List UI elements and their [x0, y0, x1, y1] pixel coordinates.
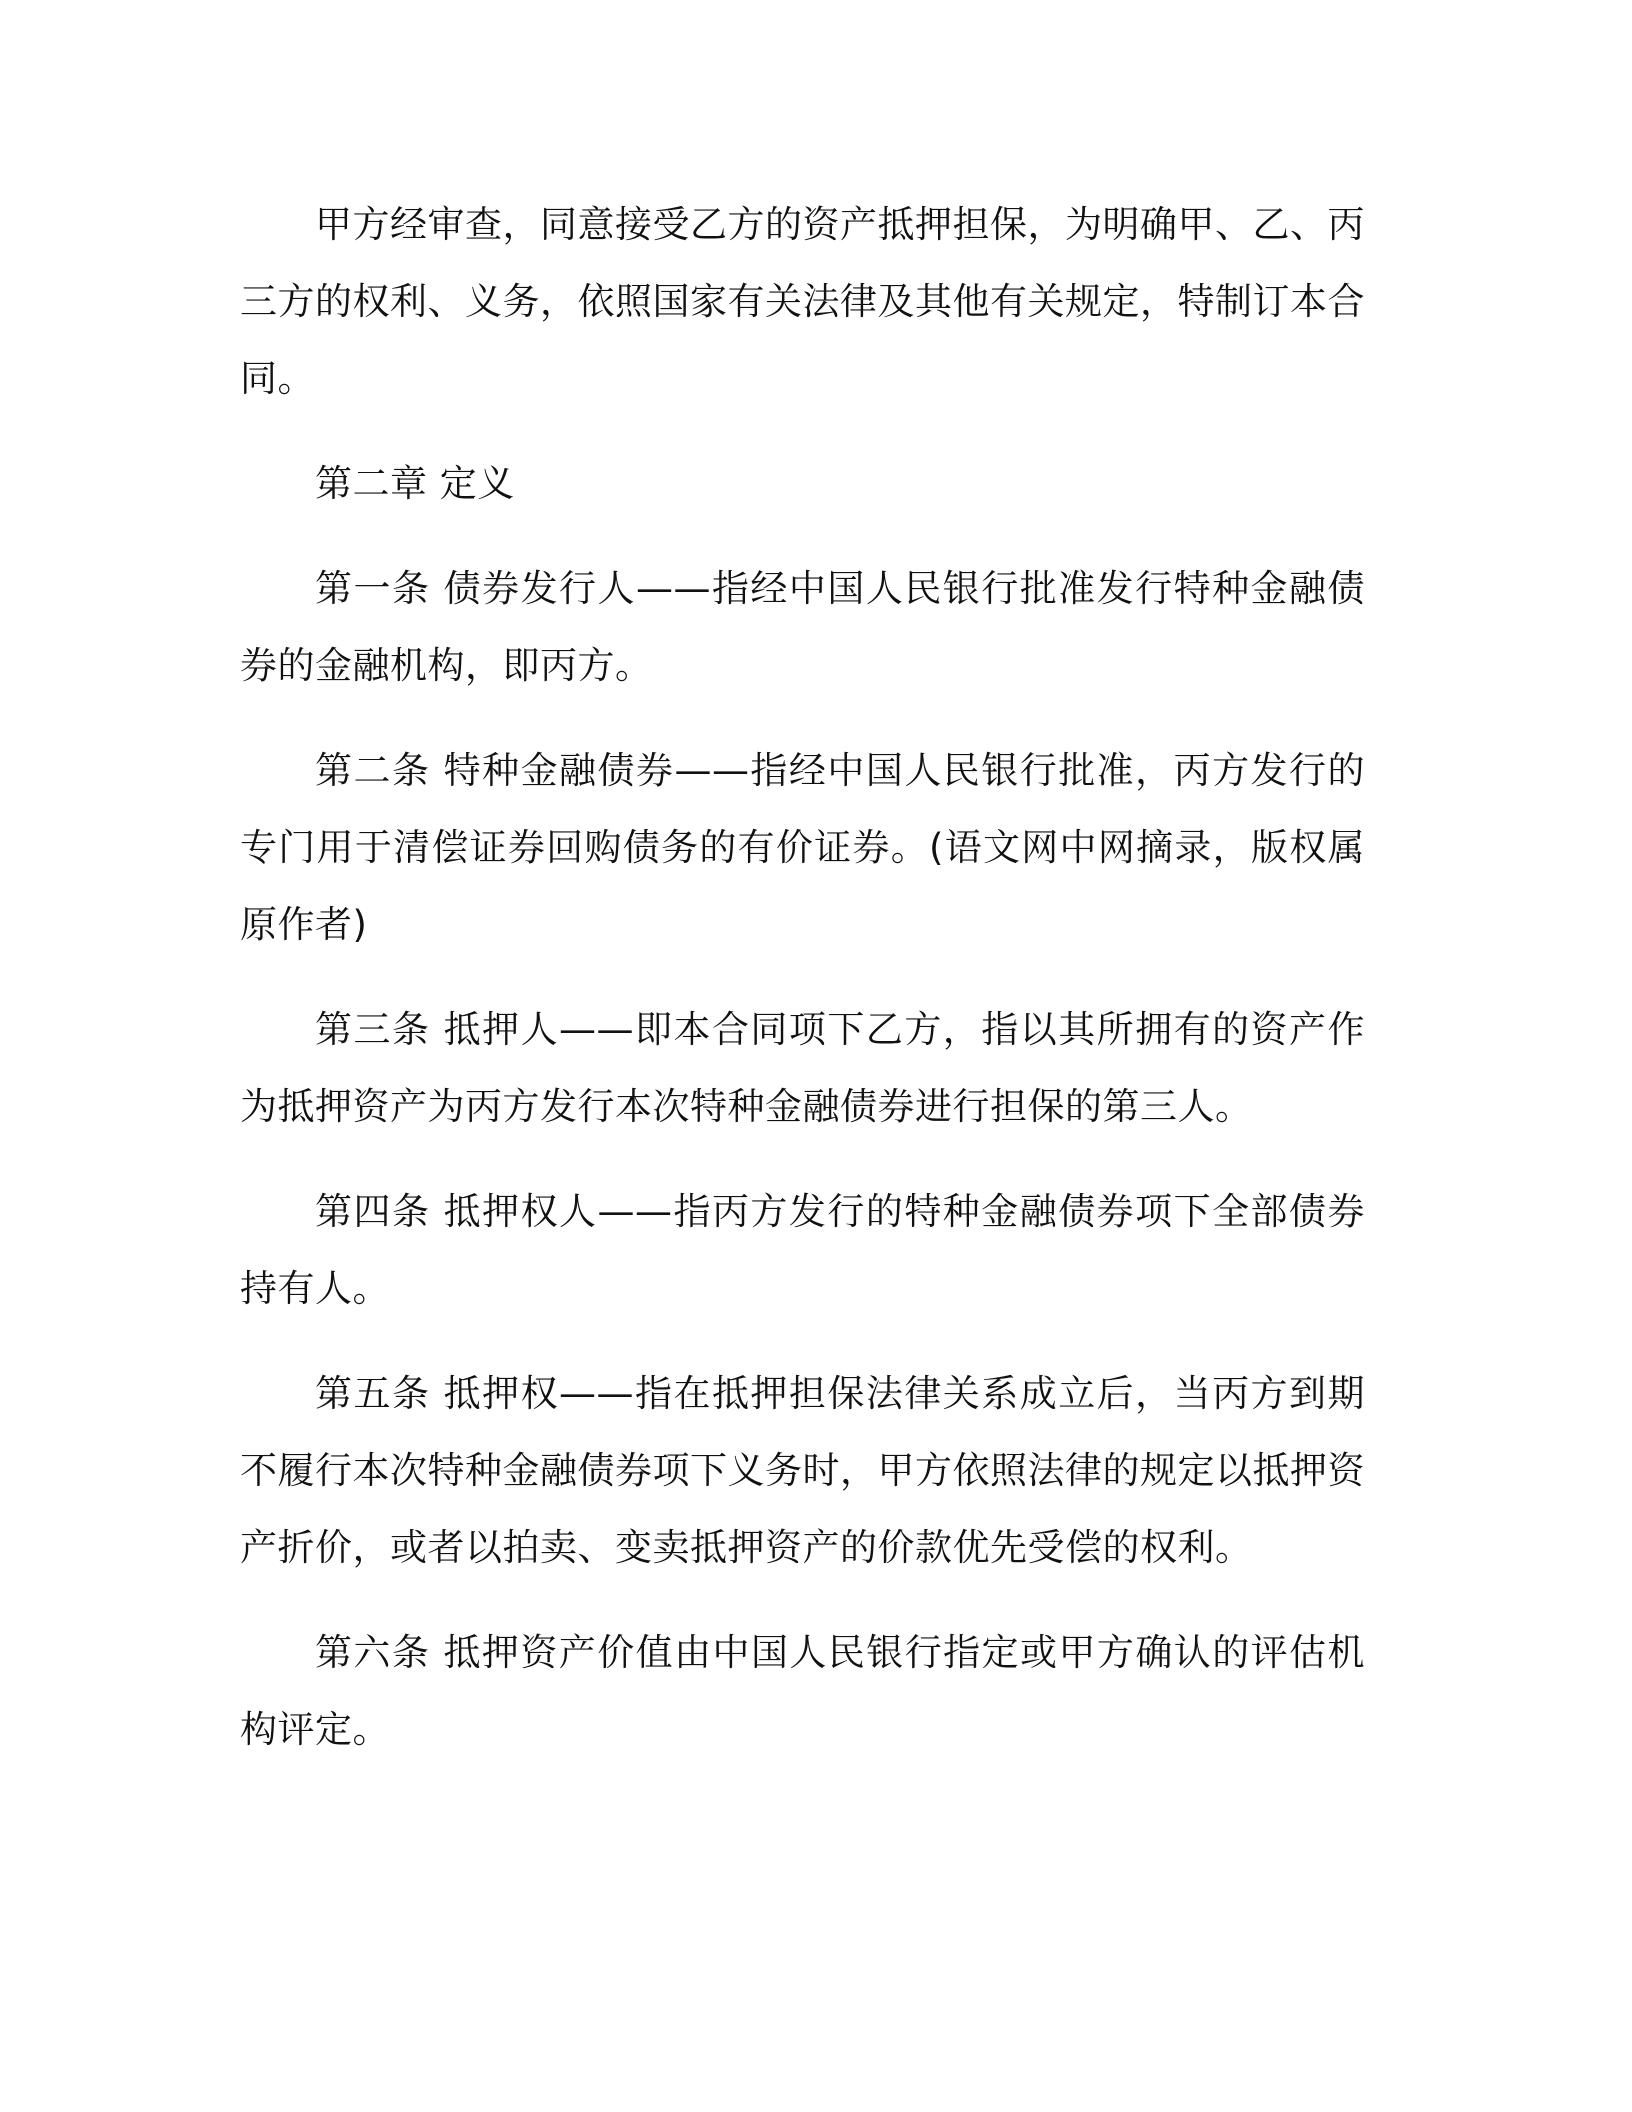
- article-3: 第三条 抵押人——即本合同项下乙方，指以其所拥有的资产作为抵押资产为丙方发行本次特种金融债券进行担保的第三人。: [240, 1008, 1365, 1128]
- article-5: 第五条 抵押权——指在抵押担保法律关系成立后，当丙方到期不履行本次特种金融债券项下义务时，甲方依照法律的规定以抵押资产折价，或者以拍卖、变卖抵押资产的价款优先受偿的权利。: [240, 1372, 1365, 1569]
- article-2: 第二条 特种金融债券——指经中国人民银行批准，丙方发行的专门用于清偿证券回购债务的有价证券。(语文网中网摘录，版权属原作者): [240, 749, 1365, 946]
- article-1: 第一条 债券发行人——指经中国人民银行批准发行特种金融债券的金融机构，即丙方。: [240, 567, 1365, 687]
- chapter-heading: 第二章 定义: [315, 462, 515, 505]
- document-body: [240, 186, 1365, 1796]
- article-6: 第六条 抵押资产价值由中国人民银行指定或甲方确认的评估机构评定。: [240, 1631, 1365, 1751]
- article-4: 第四条 抵押权人——指丙方发行的特种金融债券项下全部债券持有人。: [240, 1190, 1365, 1310]
- intro-paragraph: 甲方经审查，同意接受乙方的资产抵押担保，为明确甲、乙、丙三方的权利、义务，依照国家有关法律及其他有关规定，特制订本合同。: [240, 203, 1365, 400]
